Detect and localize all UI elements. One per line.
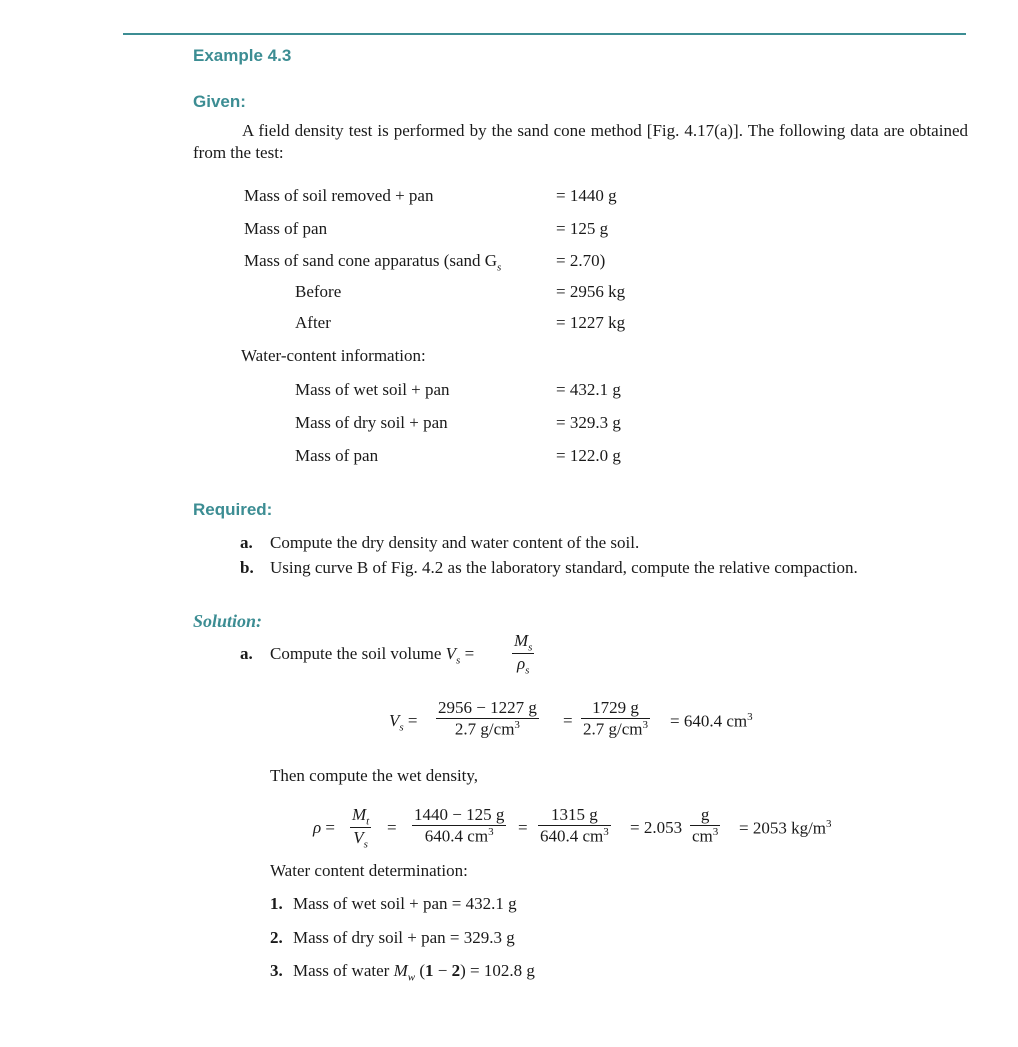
- required-item-b: Using curve B of Fig. 4.2 as the laboratory standard, compute the relative compaction.: [270, 558, 858, 577]
- data-label-pan: Mass of pan: [244, 219, 328, 238]
- step-2-marker: 2.: [270, 928, 283, 947]
- rho-fraction-2: $\frac{1315 g}{640.4 cm^3}$: [540, 805, 609, 846]
- example-title: Example 4.3: [193, 46, 292, 65]
- data-label-before: Before: [295, 282, 342, 301]
- rho-result: = 2053 $kg/m^3$: [739, 818, 832, 838]
- rho-equals-1: =: [387, 818, 397, 837]
- wet-density-text: Then compute the wet density,: [270, 766, 479, 785]
- water-label-pan: Mass of pan: [295, 446, 379, 465]
- required-marker-b: b.: [240, 558, 254, 577]
- top-rule: [123, 33, 966, 35]
- step-3-marker: 3.: [270, 961, 283, 980]
- data-value-soil-pan: = 1440 g: [556, 186, 617, 205]
- step-1-text: Mass of wet soil + pan = 432.1 g: [293, 894, 517, 913]
- step-2-text: Mass of dry soil + pan = 329.3 g: [293, 928, 515, 947]
- data-label-soil-pan: Mass of soil removed + pan: [244, 186, 434, 205]
- vs-symbol: $V_s$ =: [389, 711, 418, 734]
- data-label-after: After: [295, 313, 331, 332]
- step-a-marker: a.: [240, 644, 253, 663]
- data-value-before: = 2956 kg: [556, 282, 626, 301]
- step-3-text: Mass of water $M_w$ (1 − 2) = 102.8 g: [293, 961, 535, 984]
- rho-equals-2: =: [518, 818, 528, 837]
- vs-fraction-2: $\frac{1729 g}{2.7 g/cm^3}$: [583, 698, 648, 739]
- water-label-dry: Mass of dry soil + pan: [295, 413, 448, 432]
- rho-fraction-1: $\frac{1440 - 125 g}{640.4 cm^3}$: [414, 805, 505, 846]
- given-text: A field density test is performed by the sand cone method [Fig. 4.17(a)]. The following data are obtained from the test:: [193, 121, 968, 162]
- step-1-marker: 1.: [270, 894, 283, 913]
- required-heading: Required:: [193, 500, 273, 519]
- water-value-dry: = 329.3 g: [556, 413, 621, 432]
- vs-fraction-1: $\frac{2956 - 1227 g}{2.7 g/cm^3}$: [438, 698, 537, 739]
- data-value-after: = 1227 kg: [556, 313, 626, 332]
- water-value-pan: = 122.0 g: [556, 446, 621, 465]
- water-label-wet: Mass of wet soil + pan: [295, 380, 450, 399]
- ms-over-rhos-fraction: $\frac{M_s}{\rho_s}$: [514, 631, 533, 677]
- water-heading: Water-content information:: [241, 346, 426, 365]
- data-value-sand-gs: = 2.70): [556, 251, 606, 270]
- given-heading: Given:: [193, 92, 246, 111]
- data-label-sand-cone: Mass of sand cone apparatus (sand $G_s$: [244, 251, 502, 274]
- water-value-wet: = 432.1 g: [556, 380, 621, 399]
- data-value-pan: = 125 g: [556, 219, 609, 238]
- water-det-text: Water content determination:: [270, 861, 468, 880]
- required-marker-a: a.: [240, 533, 253, 552]
- vs-result: = 640.4 $cm^3$: [670, 711, 753, 731]
- mt-over-vs-fraction: $\frac{M_t}{V_s}$: [352, 805, 370, 851]
- rho-mid-value: = 2.053: [630, 818, 683, 837]
- solution-heading: Solution:: [193, 611, 263, 631]
- rho-unit-fraction: $\frac{g}{cm^3}$: [692, 805, 719, 846]
- vs-equals: =: [563, 711, 573, 730]
- required-item-a: Compute the dry density and water content of the soil.: [270, 533, 640, 552]
- step-a-text: Compute the soil volume $V_s$ =: [270, 644, 475, 667]
- rho-symbol: ρ =: [313, 818, 336, 837]
